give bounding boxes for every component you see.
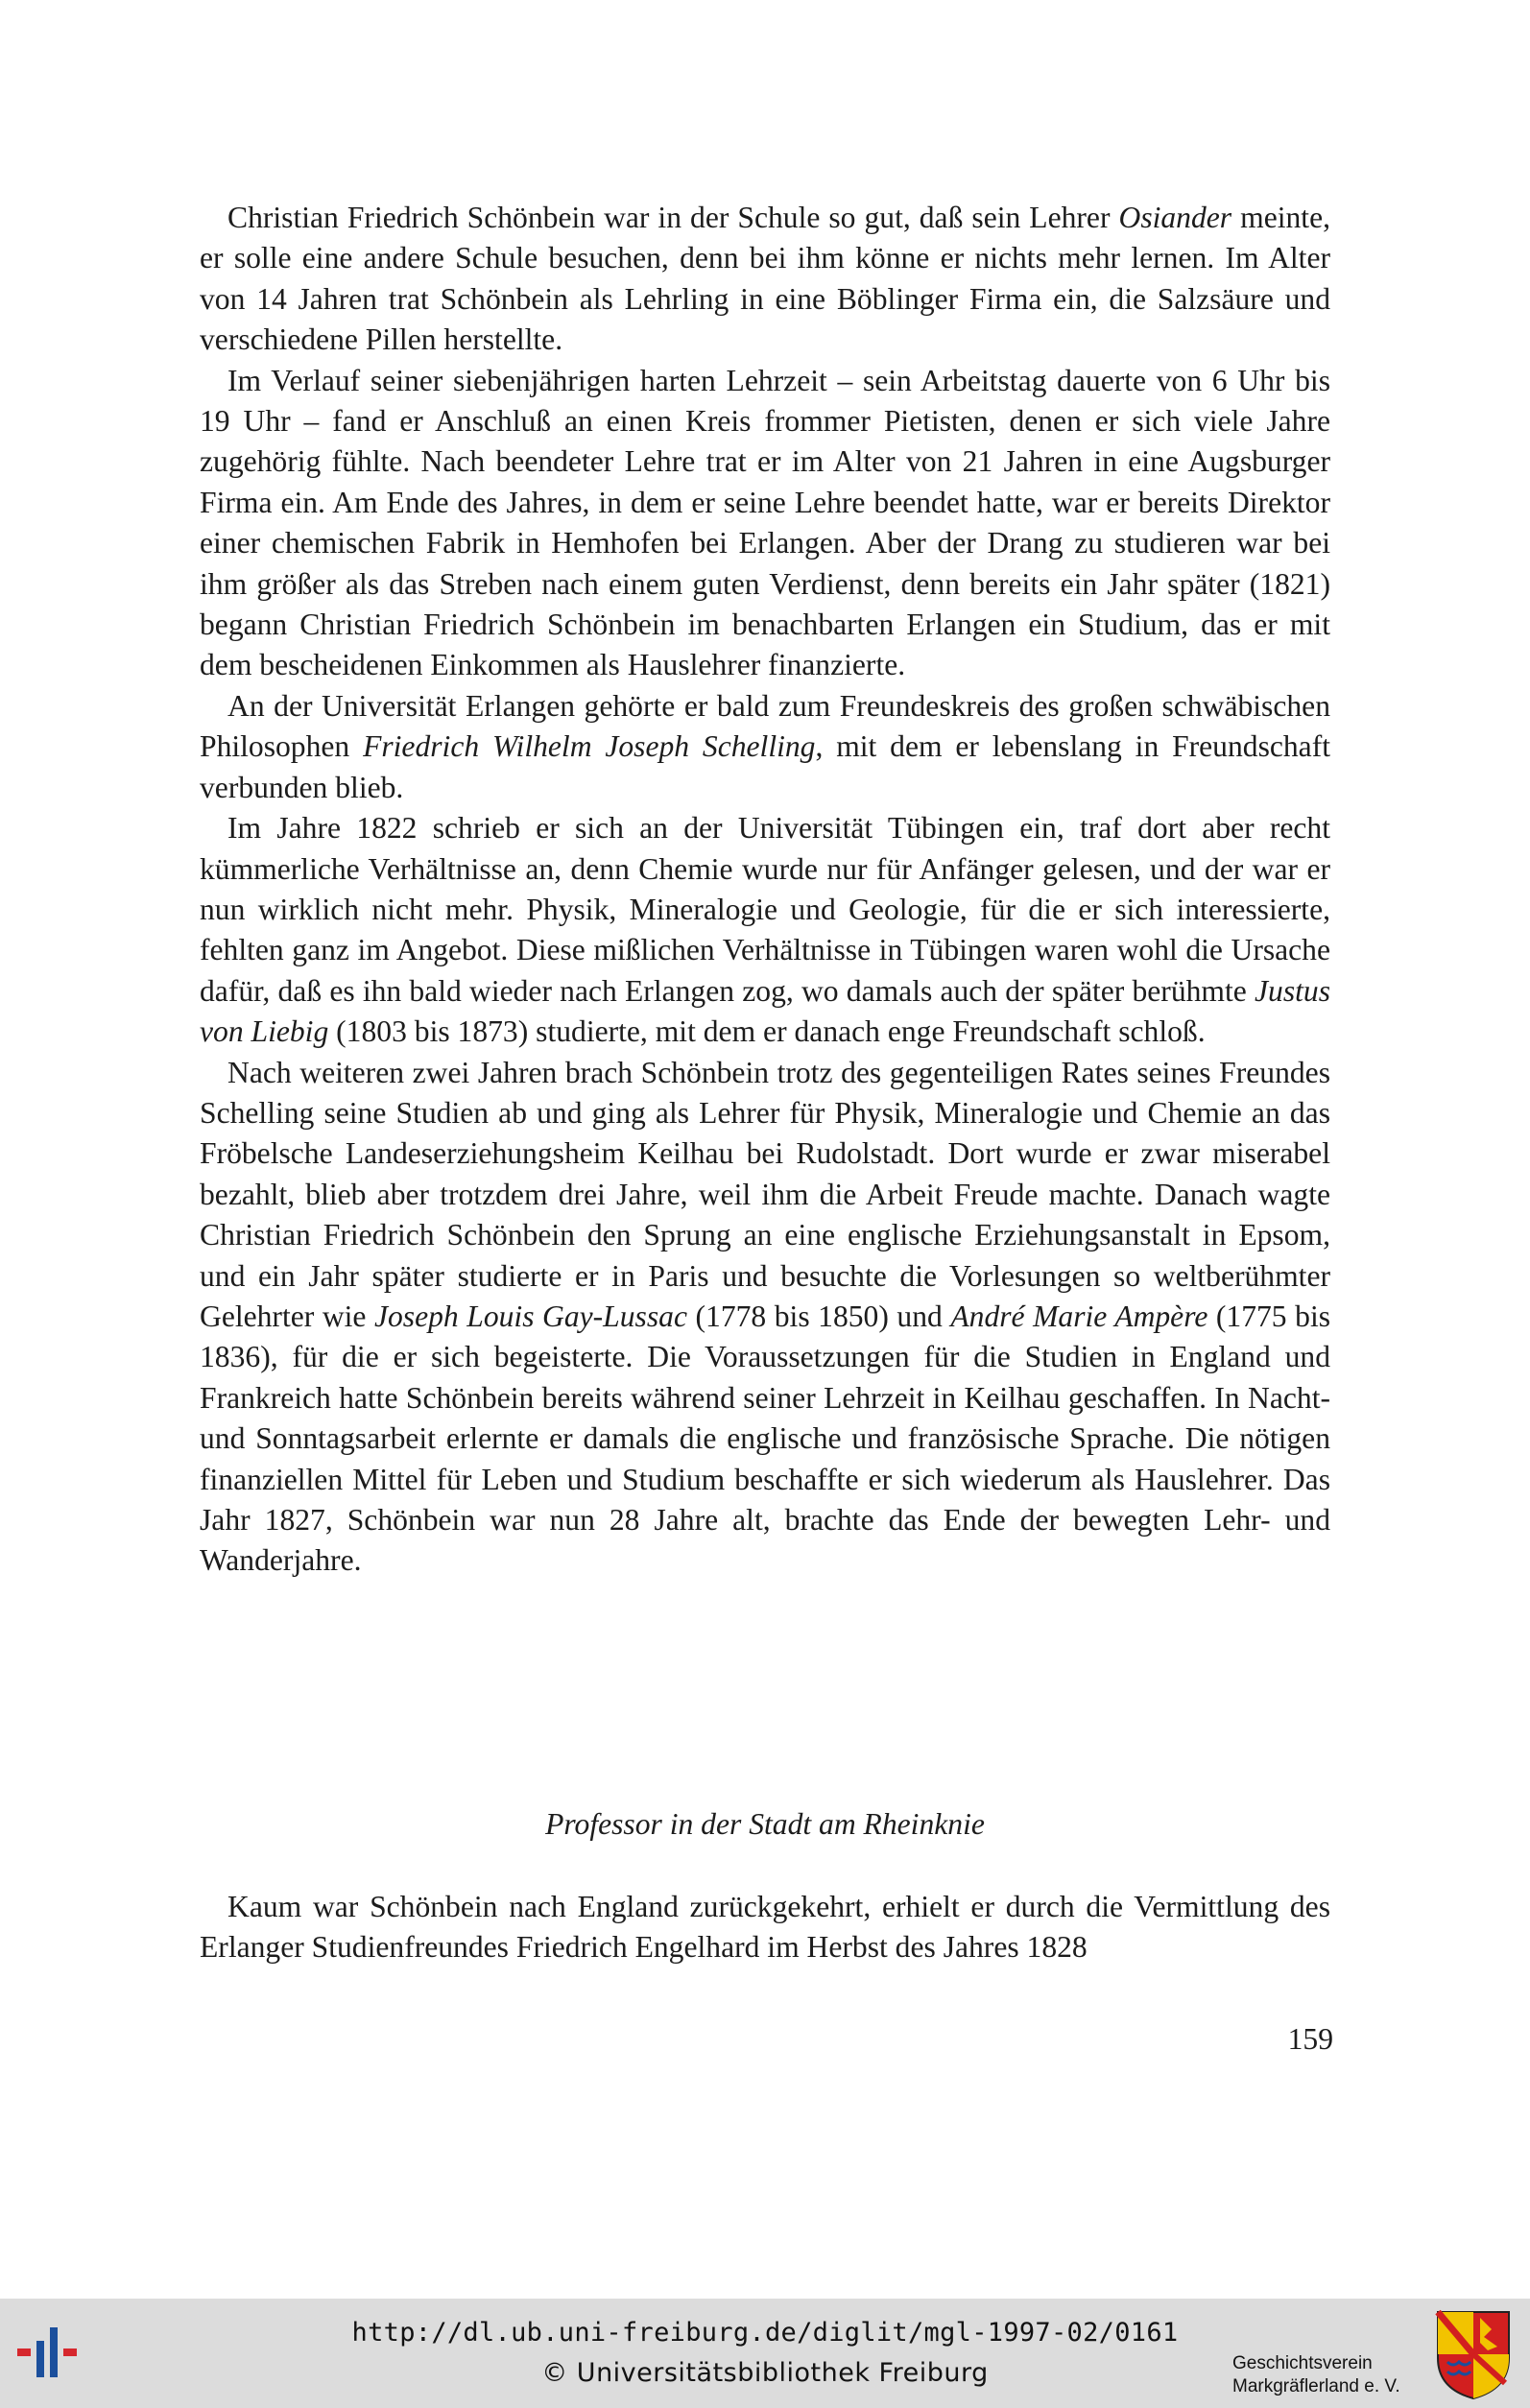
italic-name: André Marie Ampère xyxy=(950,1299,1208,1333)
page-number: 159 xyxy=(1287,2022,1333,2056)
paragraph xyxy=(200,1053,1330,1582)
text-run: (1778 bis 1850) und xyxy=(686,1299,951,1333)
paragraph xyxy=(200,198,1330,361)
society-line-1: Geschichtsverein xyxy=(1232,2353,1373,2373)
italic-name: Osiander xyxy=(1118,201,1232,234)
paragraph xyxy=(200,808,1330,1052)
coat-of-arms-crest-icon xyxy=(1434,2308,1513,2400)
paragraph xyxy=(200,361,1330,686)
text-run: Im Jahre 1822 schrieb er sich an der Universität Tübingen ein, traf dort aber recht kümmerliche Verhältnisse an, denn Chemie wurde nur für Anfänger gelesen, und der war er nun wirklich nicht mehr. Physik, Mineralogie und Geologie, für die er sich interessierte, fehlten ganz im Angebot. Diese mißlichen Verhältnisse in Tübingen waren wohl die Ursache dafür, daß es ihn bald wieder nach Erlangen zog, wo damals auch der später berühmte xyxy=(200,811,1330,1008)
text-run: , mit dem er lebenslang in Freundschaft verbunden blieb. xyxy=(200,729,1331,804)
italic-name: Joseph Louis Gay-Lussac xyxy=(373,1299,687,1333)
main-text xyxy=(200,198,1330,1582)
text-run: Im Verlauf seiner siebenjährigen harten Lehrzeit – sein Arbeitstag dauerte von 6 Uhr bis 19 Uhr – fand er Anschluß an einen Kreis frommer Pietisten, denen er sich viele Jahre zugehörig fühlte. Nach beendeter Lehre trat er im Alter von 21 Jahren in eine Augsburger Firma ein. Am Ende des Jahres, in dem er seine Lehre beendet hatte, war er bereits Direktor einer chemischen Fabrik in Hemhofen bei Erlangen. Aber der Drang zu studieren war bei ihm größer als das Streben nach einem guten Verdienst, denn bereits ein Jahr später (1821) begann Christian Friedrich Schönbein im benachbarten Erlangen ein Studium, das er mit dem bescheidenen Einkommen als Hauslehrer finanzierte. xyxy=(200,363,1330,682)
text-run: Nach weiteren zwei Jahren brach Schönbein trotz des gegenteiligen Rates seines Freundes Schelling seine Studien ab und ging als Lehrer für Physik, Mineralogie und Chemie an das Fröbelsche Landeserziehungsheim Keilhau bei Rudolstadt. Dort wurde er zwar miserabel bezahlt, blieb aber trotzdem drei Jahre, weil ihm die Arbeit Freude machte. Danach wagte Christian Friedrich Schönbein den Sprung an eine englische Erziehungsanstalt in Epsom, und ein Jahr später studierte er in Paris und besuchte die Vorlesungen so weltberühmter Gelehrter wie xyxy=(200,1055,1330,1333)
society-line-2: Markgräflerland e. V. xyxy=(1232,2376,1400,2396)
footer-url-link[interactable]: http://dl.ub.uni-freiburg.de/diglit/mgl-1997-02/0161 xyxy=(351,2318,1179,2348)
text-run: (1803 bis 1873) studierte, mit dem er danach enge Freundschaft schloß. xyxy=(328,1014,1206,1049)
text-run: Christian Friedrich Schönbein war in der Schule so gut, daß sein Lehrer xyxy=(227,201,1119,234)
text-run: (1775 bis 1836), für die er sich begeisterte. Die Voraussetzungen für die Studien in England und Frankreich hatte Schönbein bereits während seiner Lehrzeit in Keilhau geschaffen. In Nacht- und Sonntagsarbeit erlernte er damals die englische und französische Sprache. Die nötigen finanziellen Mittel für Leben und Studium beschaffte er sich wiederum als Hauslehrer. Das Jahr 1827, Schönbein war nun 28 Jahre alt, brachte das Ende der bewegten Lehr- und Wanderjahre. xyxy=(200,1299,1331,1578)
text-run: Kaum war Schönbein nach England zurückgekehrt, erhielt er durch die Vermittlung des Erlanger Studienfreundes Friedrich Engelhard im Herbst des Jahres 1828 xyxy=(200,1890,1330,1965)
italic-name: Friedrich Wilhelm Joseph Schelling xyxy=(363,729,816,764)
footer-bar xyxy=(0,2299,1530,2408)
paragraph xyxy=(200,686,1330,808)
text-run: meinte, er solle eine andere Schule besuchen, denn bei ihm könne er nichts mehr lernen. Im Alter von 14 Jahren trat Schönbein als Lehrling in eine Böblinger Firma ein, die Salzsäure und verschiedene Pillen herstellte. xyxy=(200,201,1330,357)
italic-name: Justus von Liebig xyxy=(200,973,1330,1049)
footer-society-name xyxy=(1232,2352,1400,2398)
section-text xyxy=(200,1887,1330,1968)
paragraph xyxy=(200,1887,1330,1968)
text-run: An der Universität Erlangen gehörte er bald zum Freundeskreis des großen schwäbischen Philosophen xyxy=(200,688,1330,764)
section-heading: Professor in der Stadt am Rheinknie xyxy=(545,1807,985,1841)
footer-copyright: © Universitätsbibliothek Freiburg xyxy=(541,2358,989,2388)
